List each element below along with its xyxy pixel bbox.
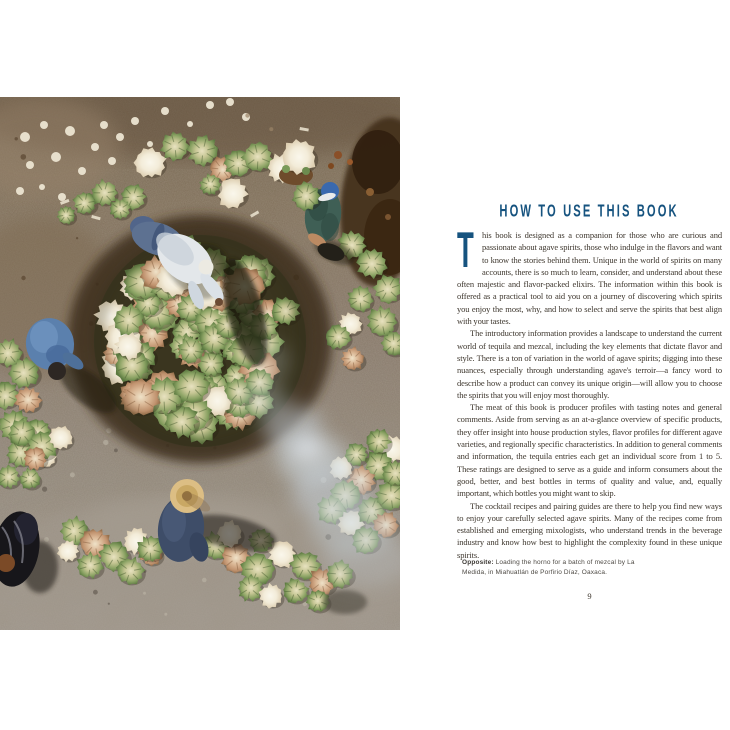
paragraph-1 — [457, 222, 722, 327]
page-number: 9 — [587, 591, 592, 601]
caption-text: Loading the horno for a batch of mezcal by La Medida, in Miahuatlán de Porfirio Díaz, Oaxaca. — [462, 559, 635, 576]
body-text — [457, 222, 722, 561]
paragraph-2: The introductory information provides a landscape to understand the current world of tequila and mezcal, including the key elements that dictate flavor and style. There is a ton of variation in the world of agave spirits; digging into these nuances, especially through understanding agave's terroir—a fancy word to describe how a product can convey its unique origin—will allow you to choose the spirits that you will enjoy most thoroughly. — [457, 328, 722, 400]
photo-caption — [462, 558, 657, 577]
caption-label: Opposite: — [462, 559, 494, 566]
paragraph-1-text: his book is designed as a companion for those who are curious and passionate about agave spirits, those who indulge in the flavors and want to know the stories behind them. Unique in the world of spirits on many accounts, there is so much to learn, consider, and understand about these often majestic and flavor-packed elixirs. The information within this book is offered as a practical tool to aid you on a journey of discovering which spirits you enjoy the most, why, and how to select and serve the spirits that best align with your tastes. — [457, 230, 722, 327]
paragraph-4: The cocktail recipes and pairing guides are there to help you find new ways to enjoy your carefully selected agave spirits. Many of the recipes come from established and emerging mixologists, who understand trends in the beverage industry and know how best to highlight the complexity found in these unique spirits. — [457, 500, 722, 560]
drop-cap: T — [457, 222, 474, 278]
paragraph-3: The meat of this book is producer profiles with tasting notes and general comments. Aside from serving as an at-a-glance overview of specific products, they offer insight into house production styles, flavor profiles for different agave varieties, and regionally specific characteristics. In addition to general comments and information, the tequila entries each get an individual score from 1 to 5. These ratings are designed to serve as a guide and inform consumers about the good, better, and best bottles in terms of quality and value, and, equally important, which bottles you might want to skip. — [457, 402, 722, 499]
chapter-heading: HOW TO USE THIS BOOK — [499, 201, 680, 221]
